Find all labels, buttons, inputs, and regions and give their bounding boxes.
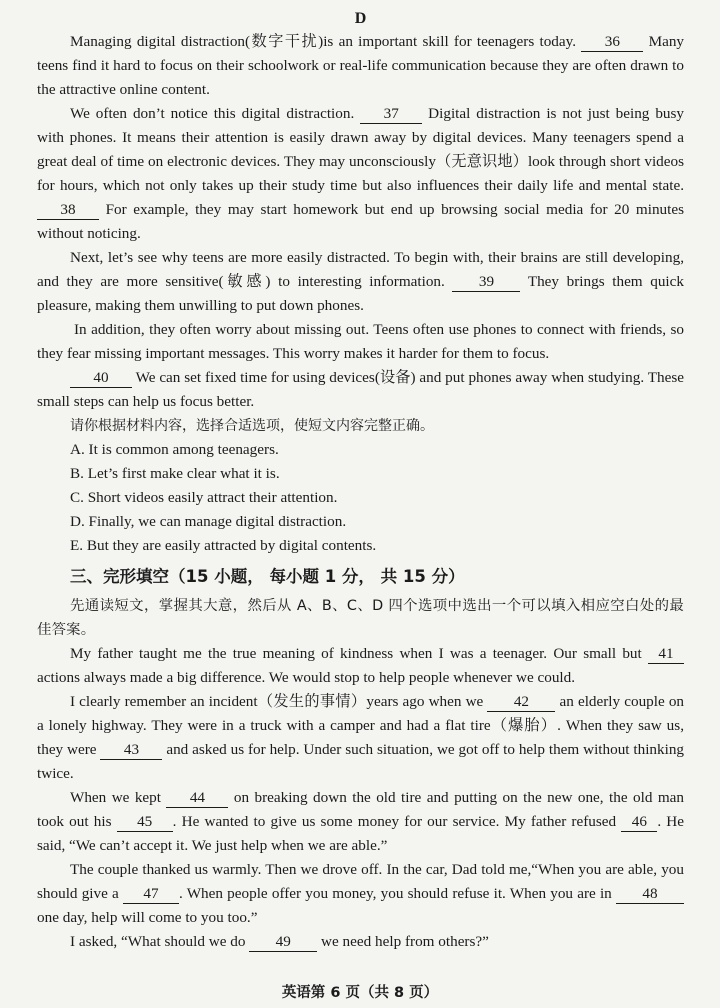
passage-d-paragraph-1 xyxy=(37,30,684,102)
c1-post: actions always made a big difference. We would stop to help people whenever we could. xyxy=(37,669,576,686)
c1-pre: My father taught me the true meaning of kindness when I was a teenager. Our small but xyxy=(70,645,642,662)
blank-41[interactable]: 41 xyxy=(648,645,684,664)
section-3-instruction: 先通读短文，掌握其大意，然后从 A、B、C、D 四个选项中选出一个可以填入相应空白处的最佳答案。 xyxy=(37,598,684,638)
blank-46[interactable]: 46 xyxy=(621,813,657,832)
blank-37[interactable]: 37 xyxy=(360,105,422,124)
passage-d-instruction: 请你根据材料内容，选择合适选项，使短文内容完整正确。 xyxy=(70,418,434,434)
p3-pre: Next, let’s see why teens are more easily distracted. To begin with, their brains are still developing, and they are more sensitive(敏感) to interesting information. xyxy=(37,249,684,290)
passage-d-paragraph-5 xyxy=(37,366,684,414)
c2-pre: I clearly remember an incident（发生的事情）years ago when we xyxy=(70,693,484,710)
p1-tail: Many teens find it hard to focus on their schoolwork or real-life communication because they are often drawn to the attractive online content. xyxy=(37,33,685,98)
blank-42[interactable]: 42 xyxy=(487,693,555,712)
c2-mid: an elderly couple on a lonely highway. They were in a truck with a camper and had a flat tire（爆胎）. When they saw us, they were xyxy=(37,693,685,758)
c3-pre: When we kept xyxy=(70,789,161,806)
passage-d xyxy=(37,30,684,558)
options-list xyxy=(37,438,684,558)
blank-38[interactable]: 38 xyxy=(37,201,99,220)
c5-pre: I asked, “What should we do xyxy=(70,933,246,950)
p5-post: We can set fixed time for using devices(设备) and put phones away when studying. These small steps can help us focus better. xyxy=(37,369,684,410)
section-letter: D xyxy=(354,10,367,27)
section-3-heading: 三、完形填空（15 小题， 每小题 1 分， 共 15 分） xyxy=(70,567,465,586)
c4-post: one day, help will come to you too.” xyxy=(37,909,258,926)
option-d[interactable]: D. Finally, we can manage digital distraction. xyxy=(70,513,347,530)
blank-36[interactable]: 36 xyxy=(581,33,643,52)
cloze-paragraph-3 xyxy=(37,786,684,858)
passage-d-paragraph-2 xyxy=(37,102,684,246)
blank-43[interactable]: 43 xyxy=(100,741,162,760)
p2-pre: We often don’t notice this digital distraction. xyxy=(70,105,355,122)
blank-39[interactable]: 39 xyxy=(452,273,520,292)
p3-post: They brings them quick pleasure, making them unwilling to put down phones. xyxy=(37,273,684,314)
option-e[interactable]: E. But they are easily attracted by digital contents. xyxy=(70,537,377,554)
blank-40[interactable]: 40 xyxy=(70,369,132,388)
page-footer: 英语第 6 页（共 8 页） xyxy=(281,985,439,1001)
c2-post: and asked us for help. Under such situation, we got off to help them without thinking twice. xyxy=(37,741,685,782)
c3-mid: on breaking down the old tire and putting on the new one, the old man took out his xyxy=(37,789,684,830)
blank-44[interactable]: 44 xyxy=(166,789,228,808)
cloze-paragraph-4 xyxy=(37,858,684,930)
p2-post2: For example, they may start homework but end up browsing social media for 20 minutes without noticing. xyxy=(37,201,685,242)
c4-pre: The couple thanked us warmly. Then we drove off. In the car, Dad told me,“When you are able, you should give a xyxy=(37,861,684,902)
option-c[interactable]: C. Short videos easily attract their attention. xyxy=(70,489,338,506)
cloze-paragraph-2 xyxy=(37,690,684,786)
blank-48[interactable]: 48 xyxy=(616,885,684,904)
c5-post: we need help from others?” xyxy=(321,933,489,950)
p1-text: Managing digital distraction(数字干扰)is an important skill for teenagers today. xyxy=(70,33,577,50)
passage-d-paragraph-3 xyxy=(37,246,684,318)
p2-post: Digital distraction is not just being busy with phones. It means their attention is easily drawn away by digital devices. Many teenagers spend a great deal of time on electronic devices. They may unconsciously（无意识地）look through short videos for hours, which not only takes up their study time but also influences their daily life and mental state. xyxy=(37,105,685,194)
cloze-passage xyxy=(37,642,684,954)
blank-45[interactable]: 45 xyxy=(117,813,173,832)
blank-49[interactable]: 49 xyxy=(249,933,317,952)
c4-mid: . When people offer you money, you should refuse it. When you are in xyxy=(179,885,612,902)
blank-47[interactable]: 47 xyxy=(123,885,179,904)
option-b[interactable]: B. Let’s first make clear what it is. xyxy=(70,465,280,482)
c3-post: . He said, “We can’t accept it. We just help when we are able.” xyxy=(37,813,685,854)
cloze-paragraph-1 xyxy=(37,642,684,690)
passage-d-paragraph-4: In addition, they often worry about missing out. Teens often use phones to connect with friends, so they fear missing important messages. This worry makes it harder for them to focus. xyxy=(37,321,684,362)
option-a[interactable]: A. It is common among teenagers. xyxy=(70,441,279,458)
cloze-paragraph-5 xyxy=(37,930,684,954)
c3-mid2: . He wanted to give us some money for our service. My father refused xyxy=(172,813,617,830)
